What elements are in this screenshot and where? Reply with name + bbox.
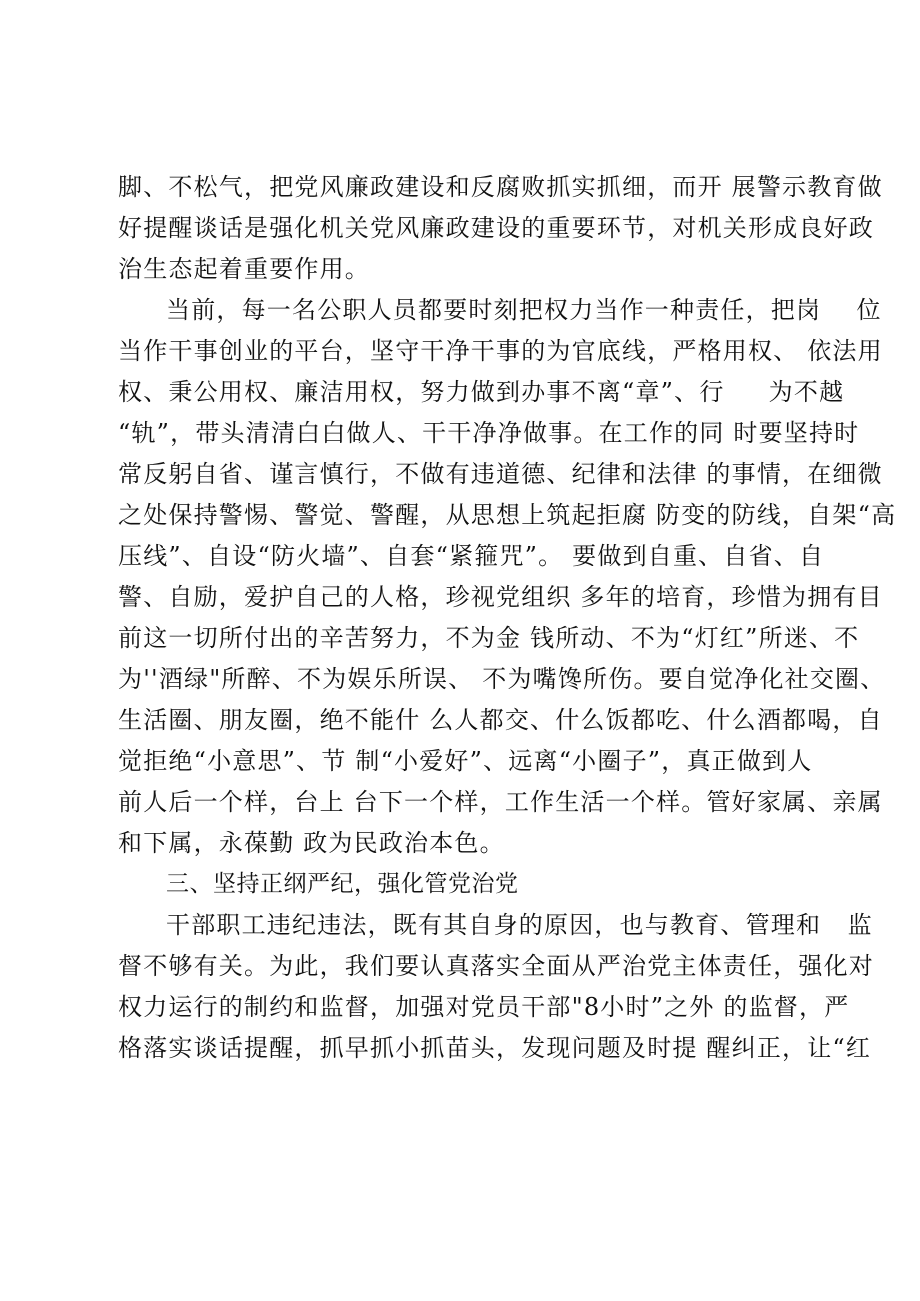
paragraph-line: 生活圈、朋友圈，绝不能什 么人都交、什么饭都吃、什么酒都喝，自	[118, 706, 883, 734]
paragraph-line: 常反躬自省、谨言慎行，不做有违道德、纪律和法律 的事情，在细微	[118, 460, 883, 488]
paragraph-line: 权、秉公用权、廉洁用权，努力做到办事不离“章”、行 为不越	[118, 378, 845, 406]
section-heading: 三、坚持正纲严纪，强化管党治党	[166, 871, 519, 897]
paragraph-line: “轨”，带头清清白白做人、干干净净做事。在工作的同 时要坚持时	[118, 419, 860, 447]
paragraph-line: 当前，每一名公职人员都要时刻把权力当作一种责任，把岗 位	[166, 296, 882, 324]
paragraph-line: 当作干事创业的平台，坚守干净干事的为官底线，严格用权、 依法用	[118, 337, 883, 365]
paragraph-line: 为''酒绿"所醉、不为娱乐所误、 不为嘴馋所伤。要自觉净化社交圈、	[118, 665, 886, 693]
paragraph-line: 和下属，永葆勤 政为民政治本色。	[118, 829, 505, 857]
paragraph-line: 压线”、自设“防火墙”、自套“紧箍咒”。 要做到自重、自省、自	[118, 542, 825, 570]
paragraph-line: 好提醒谈话是强化机关党风廉政建设的重要环节，对机关形成良好政	[118, 214, 874, 242]
paragraph-line: 权力运行的制约和监督，加强对党员干部"8小时”之外 的监督，严	[118, 993, 850, 1021]
paragraph-line: 督不够有关。为此，我们要认真落实全面从严治党主体责任，强化对	[118, 952, 874, 980]
paragraph-line: 之处保持警惕、警觉、警醒，从思想上筑起拒腐 防变的防线，自架“高	[118, 501, 897, 529]
paragraph-line: 治生态起着重要作用。	[118, 255, 370, 283]
paragraph-line: 干部职工违纪违法，既有其自身的原因，也与教育、管理和 监	[166, 911, 873, 939]
paragraph-line: 前这一切所付出的辛苦努力，不为金 钱所动、不为“灯红”所迷、不	[118, 624, 860, 652]
paragraph-line: 觉拒绝“小意思”、节 制“小爱好”、远离“小圈子”，真正做到人	[118, 747, 813, 775]
document-body	[118, 167, 897, 1069]
paragraph-line: 格落实谈话提醒，抓早抓小抓苗头，发现问题及时提 醒纠正，让“红	[118, 1034, 872, 1062]
paragraph-line: 警、自励，爱护自己的人格，珍视党组织 多年的培育，珍惜为拥有目	[118, 583, 883, 611]
paragraph-line: 脚、不松气，把党风廉政建设和反腐败抓实抓细，而开 展警示教育做	[118, 173, 883, 201]
paragraph-line: 前人后一个样，台上 台下一个样，工作生活一个样。管好家属、亲属	[118, 788, 883, 816]
